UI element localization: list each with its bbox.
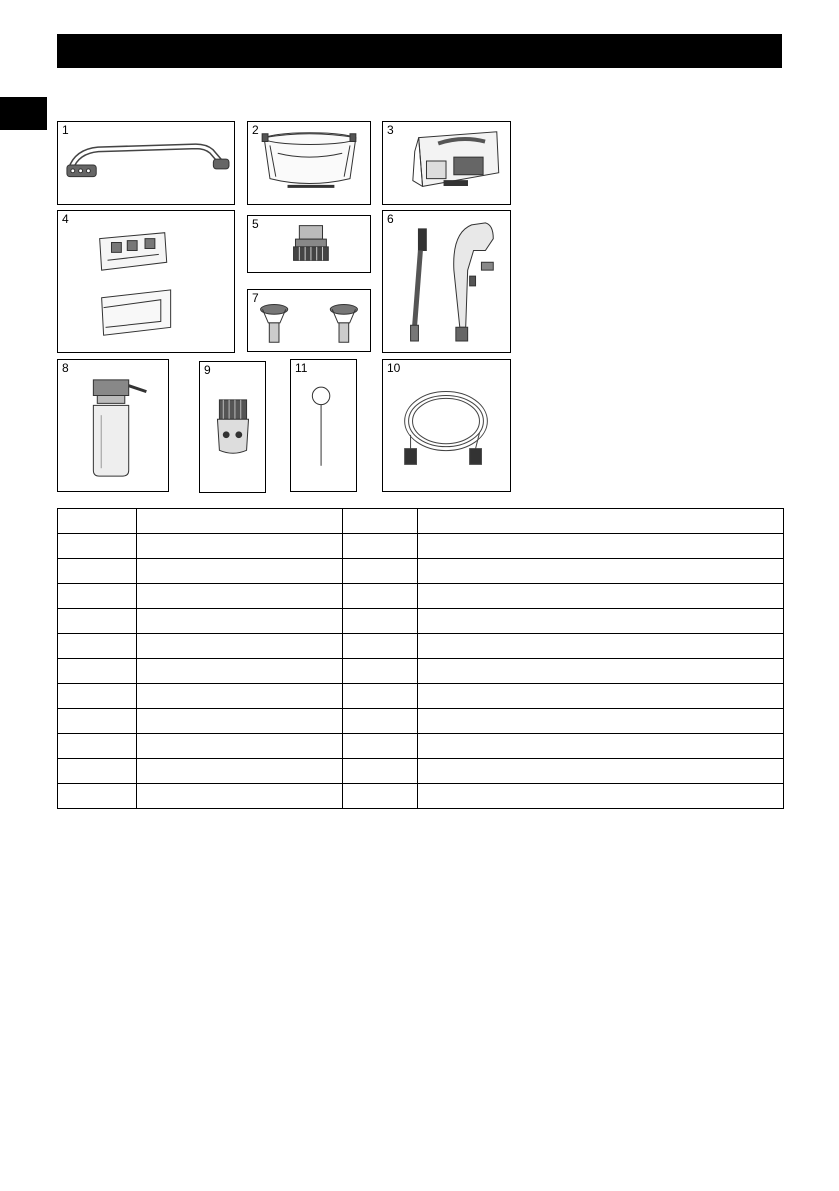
lance-and-gun-icon: [383, 211, 510, 352]
table-cell: [58, 559, 137, 584]
table-cell: [418, 659, 784, 684]
part-panel-7: [247, 289, 371, 352]
part-number: 4: [62, 212, 69, 226]
language-tab: [0, 97, 47, 130]
table-cell: [418, 509, 784, 534]
table-cell: [58, 784, 137, 809]
table-cell: [58, 534, 137, 559]
part-number: 6: [387, 212, 394, 226]
part-panel-4: [57, 210, 235, 353]
table-cell: [343, 684, 418, 709]
table-cell: [418, 734, 784, 759]
section-title-bar: [57, 34, 782, 68]
table-row: [58, 584, 784, 609]
table-row: [58, 684, 784, 709]
part-panel-5: [247, 215, 371, 273]
part-panel-8: [57, 359, 169, 492]
table-cell: [58, 709, 137, 734]
table-row: [58, 634, 784, 659]
bracket-and-cover-icon: [58, 211, 234, 352]
table-cell: [58, 759, 137, 784]
table-cell: [58, 609, 137, 634]
table-cell: [137, 509, 343, 534]
table-cell: [343, 734, 418, 759]
part-number: 10: [387, 361, 401, 375]
table-cell: [343, 709, 418, 734]
table-cell: [418, 634, 784, 659]
parts-table: [57, 508, 784, 809]
table-cell: [137, 534, 343, 559]
part-panel-9: [199, 361, 266, 493]
table-cell: [343, 584, 418, 609]
part-number: 8: [62, 361, 69, 375]
table-cell: [58, 684, 137, 709]
hose-connector-icon: [248, 216, 370, 272]
part-panel-1: [57, 121, 235, 205]
table-row: [58, 659, 784, 684]
table-cell: [418, 784, 784, 809]
table-cell: [343, 634, 418, 659]
table-row: [58, 759, 784, 784]
table-cell: [343, 659, 418, 684]
table-cell: [137, 609, 343, 634]
part-panel-3: [382, 121, 511, 205]
table-row: [58, 509, 784, 534]
table-cell: [137, 684, 343, 709]
table-cell: [137, 734, 343, 759]
table-row: [58, 534, 784, 559]
motor-unit-icon: [383, 122, 510, 204]
table-cell: [58, 659, 137, 684]
filter-icon: [200, 362, 265, 492]
table-cell: [418, 609, 784, 634]
table-cell: [343, 784, 418, 809]
table-cell: [137, 584, 343, 609]
foam-bottle-icon: [58, 360, 168, 491]
table-cell: [58, 734, 137, 759]
bucket-icon: [248, 122, 370, 204]
hose-icon: [383, 360, 510, 491]
table-row: [58, 609, 784, 634]
table-cell: [418, 709, 784, 734]
table-cell: [137, 634, 343, 659]
table-cell: [137, 784, 343, 809]
table-cell: [343, 609, 418, 634]
nozzles-icon: [248, 290, 370, 351]
part-number: 5: [252, 217, 259, 231]
table-row: [58, 734, 784, 759]
part-number: 7: [252, 291, 259, 305]
table-row: [58, 559, 784, 584]
table-cell: [343, 559, 418, 584]
part-panel-6: [382, 210, 511, 353]
table-cell: [418, 534, 784, 559]
table-cell: [58, 634, 137, 659]
table-cell: [418, 584, 784, 609]
table-cell: [343, 509, 418, 534]
table-cell: [58, 584, 137, 609]
part-panel-2: [247, 121, 371, 205]
part-panel-11: [290, 359, 357, 492]
cleaning-needle-icon: [291, 360, 356, 491]
part-number: 3: [387, 123, 394, 137]
table-cell: [418, 684, 784, 709]
table-cell: [418, 559, 784, 584]
table-cell: [58, 509, 137, 534]
table-cell: [137, 709, 343, 734]
part-number: 11: [295, 361, 308, 375]
handle-icon: [58, 122, 234, 204]
table-cell: [343, 534, 418, 559]
table-cell: [343, 759, 418, 784]
table-cell: [137, 559, 343, 584]
table-row: [58, 709, 784, 734]
table-row: [58, 784, 784, 809]
part-number: 2: [252, 123, 259, 137]
table-cell: [418, 759, 784, 784]
table-cell: [137, 759, 343, 784]
part-panel-10: [382, 359, 511, 492]
part-number: 9: [204, 363, 211, 377]
part-number: 1: [62, 123, 69, 137]
table-cell: [137, 659, 343, 684]
